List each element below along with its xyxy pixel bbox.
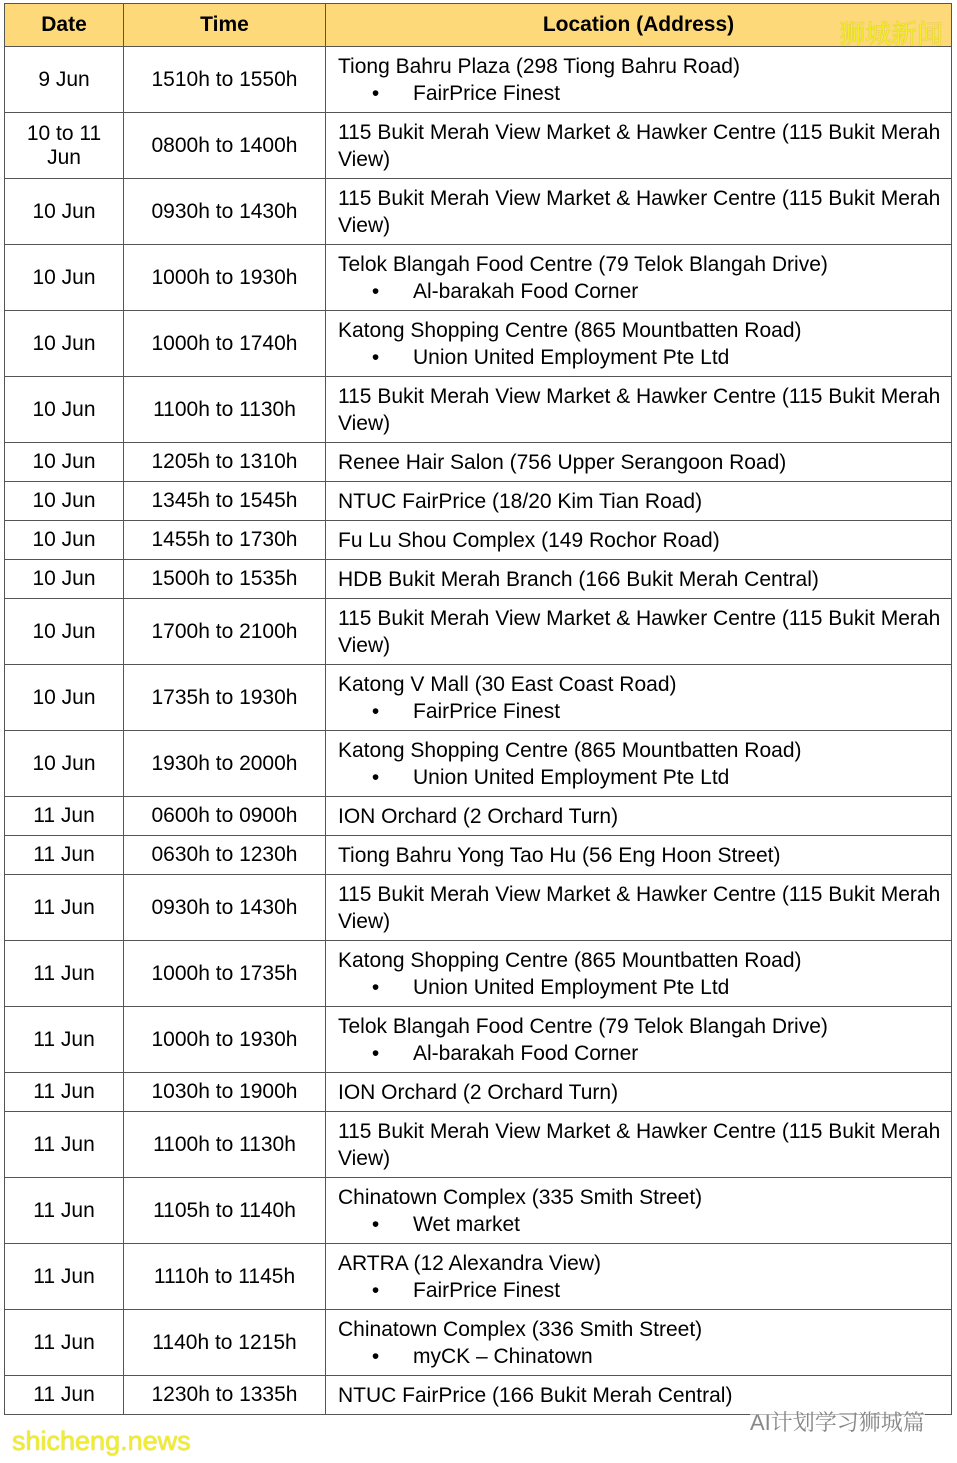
date-cell: 10 Jun — [5, 482, 124, 521]
location-cell — [326, 443, 952, 482]
time-cell: 1000h to 1735h — [124, 941, 326, 1007]
location-cell — [326, 1244, 952, 1310]
table-row — [5, 113, 952, 179]
table-row — [5, 179, 952, 245]
date-cell: 11 Jun — [5, 1073, 124, 1112]
location-address: Katong Shopping Centre (865 Mountbatten Road) — [338, 318, 802, 342]
contact-tracing-table — [4, 3, 952, 1415]
location-address: Tiong Bahru Plaza (298 Tiong Bahru Road) — [338, 54, 740, 78]
location-detail-text: Union United Employment Pte Ltd — [413, 345, 730, 369]
watermark-bottom-left: shicheng.news — [12, 1426, 191, 1456]
time-cell: 1100h to 1130h — [124, 377, 326, 443]
location-detail-text: FairPrice Finest — [413, 81, 561, 105]
date-cell: 10 Jun — [5, 377, 124, 443]
bullet-icon: • — [371, 1344, 380, 1368]
time-cell: 1000h to 1740h — [124, 311, 326, 377]
table-row — [5, 875, 952, 941]
location-detail — [338, 80, 941, 107]
location-address: Fu Lu Shou Complex (149 Rochor Road) — [338, 528, 720, 552]
location-detail-text: Union United Employment Pte Ltd — [413, 975, 730, 999]
location-cell — [326, 1310, 952, 1376]
location-detail — [338, 344, 941, 371]
location-detail-text: Wet market — [413, 1212, 520, 1236]
location-detail — [338, 1211, 941, 1238]
location-address: HDB Bukit Merah Branch (166 Bukit Merah Central) — [338, 567, 819, 591]
location-cell — [326, 836, 952, 875]
location-address: 115 Bukit Merah View Market & Hawker Centre (115 Bukit Merah View) — [338, 882, 941, 933]
location-address: ARTRA (12 Alexandra View) — [338, 1251, 602, 1275]
location-cell — [326, 560, 952, 599]
time-cell: 1230h to 1335h — [124, 1376, 326, 1415]
location-detail-text: Al-barakah Food Corner — [413, 279, 639, 303]
header-row — [5, 4, 952, 47]
date-cell: 11 Jun — [5, 836, 124, 875]
watermark-top: 狮城新闻 — [838, 19, 943, 49]
date-cell: 11 Jun — [5, 941, 124, 1007]
location-cell — [326, 245, 952, 311]
bullet-icon: • — [371, 1278, 380, 1302]
table-row — [5, 731, 952, 797]
date-cell: 10 Jun — [5, 665, 124, 731]
date-cell: 10 Jun — [5, 245, 124, 311]
table-row — [5, 482, 952, 521]
location-detail-text: FairPrice Finest — [413, 1278, 561, 1302]
location-cell — [326, 599, 952, 665]
table-row — [5, 560, 952, 599]
date-cell: 11 Jun — [5, 1244, 124, 1310]
location-cell — [326, 1112, 952, 1178]
date-cell: 10 to 11 Jun — [5, 113, 124, 179]
location-cell — [326, 1178, 952, 1244]
date-cell: 9 Jun — [5, 47, 124, 113]
location-cell — [326, 1073, 952, 1112]
location-cell — [326, 1376, 952, 1415]
location-address: Katong V Mall (30 East Coast Road) — [338, 672, 677, 696]
location-cell — [326, 482, 952, 521]
location-detail — [338, 1040, 941, 1067]
location-detail — [338, 764, 941, 791]
table-row — [5, 836, 952, 875]
location-detail — [338, 278, 941, 305]
location-address: ION Orchard (2 Orchard Turn) — [338, 804, 619, 828]
bullet-icon: • — [371, 81, 380, 105]
location-detail-text: myCK – Chinatown — [413, 1344, 593, 1368]
time-cell: 1510h to 1550h — [124, 47, 326, 113]
location-cell — [326, 113, 952, 179]
location-detail — [338, 1343, 941, 1370]
location-address: Telok Blangah Food Centre (79 Telok Blangah Drive) — [338, 1014, 828, 1038]
location-address: 115 Bukit Merah View Market & Hawker Centre (115 Bukit Merah View) — [338, 1119, 941, 1170]
table-row — [5, 1073, 952, 1112]
bullet-icon: • — [371, 975, 380, 999]
location-detail — [338, 974, 941, 1001]
date-cell: 11 Jun — [5, 1376, 124, 1415]
date-cell: 10 Jun — [5, 521, 124, 560]
location-cell — [326, 377, 952, 443]
location-address: 115 Bukit Merah View Market & Hawker Centre (115 Bukit Merah View) — [338, 120, 941, 171]
table-row — [5, 941, 952, 1007]
watermark-bottom-right: AI计划学习狮城篇 — [750, 1406, 925, 1437]
table-row — [5, 245, 952, 311]
date-cell: 10 Jun — [5, 560, 124, 599]
location-cell — [326, 47, 952, 113]
location-cell — [326, 665, 952, 731]
location-address: NTUC FairPrice (18/20 Kim Tian Road) — [338, 489, 703, 513]
location-address: ION Orchard (2 Orchard Turn) — [338, 1080, 619, 1104]
time-cell: 1140h to 1215h — [124, 1310, 326, 1376]
location-detail-text: Union United Employment Pte Ltd — [413, 765, 730, 789]
location-cell — [326, 731, 952, 797]
time-cell: 1455h to 1730h — [124, 521, 326, 560]
bullet-icon: • — [371, 279, 380, 303]
header-date: Date — [5, 4, 124, 47]
table-row — [5, 1007, 952, 1073]
time-cell: 1030h to 1900h — [124, 1073, 326, 1112]
table-row — [5, 1244, 952, 1310]
time-cell: 1500h to 1535h — [124, 560, 326, 599]
time-cell: 1735h to 1930h — [124, 665, 326, 731]
time-cell: 0930h to 1430h — [124, 179, 326, 245]
time-cell: 1100h to 1130h — [124, 1112, 326, 1178]
location-cell — [326, 797, 952, 836]
time-cell: 1000h to 1930h — [124, 1007, 326, 1073]
table-row — [5, 1112, 952, 1178]
location-detail — [338, 1277, 941, 1304]
location-address: 115 Bukit Merah View Market & Hawker Centre (115 Bukit Merah View) — [338, 606, 941, 657]
date-cell: 11 Jun — [5, 875, 124, 941]
time-cell: 1205h to 1310h — [124, 443, 326, 482]
location-address: 115 Bukit Merah View Market & Hawker Centre (115 Bukit Merah View) — [338, 384, 941, 435]
location-address: Renee Hair Salon (756 Upper Serangoon Road) — [338, 450, 787, 474]
location-cell — [326, 1007, 952, 1073]
table-row — [5, 1310, 952, 1376]
date-cell: 10 Jun — [5, 179, 124, 245]
date-cell: 10 Jun — [5, 311, 124, 377]
location-address: Katong Shopping Centre (865 Mountbatten Road) — [338, 738, 802, 762]
date-cell: 11 Jun — [5, 1178, 124, 1244]
date-cell: 11 Jun — [5, 1112, 124, 1178]
bullet-icon: • — [371, 1212, 380, 1236]
table-row — [5, 443, 952, 482]
table-row — [5, 599, 952, 665]
location-address: 115 Bukit Merah View Market & Hawker Centre (115 Bukit Merah View) — [338, 186, 941, 237]
location-cell — [326, 941, 952, 1007]
location-address: Katong Shopping Centre (865 Mountbatten Road) — [338, 948, 802, 972]
date-cell: 10 Jun — [5, 731, 124, 797]
table-row — [5, 1178, 952, 1244]
time-cell: 1700h to 2100h — [124, 599, 326, 665]
table-row — [5, 377, 952, 443]
location-cell — [326, 521, 952, 560]
time-cell: 1930h to 2000h — [124, 731, 326, 797]
time-cell: 1110h to 1145h — [124, 1244, 326, 1310]
time-cell: 0930h to 1430h — [124, 875, 326, 941]
bullet-icon: • — [371, 345, 380, 369]
location-cell — [326, 311, 952, 377]
header-time: Time — [124, 4, 326, 47]
location-detail — [338, 698, 941, 725]
location-cell — [326, 875, 952, 941]
date-cell: 11 Jun — [5, 797, 124, 836]
bullet-icon: • — [371, 765, 380, 789]
location-detail-text: FairPrice Finest — [413, 699, 561, 723]
table-row — [5, 797, 952, 836]
table-body — [5, 47, 952, 1415]
time-cell: 1000h to 1930h — [124, 245, 326, 311]
location-address: Tiong Bahru Yong Tao Hu (56 Eng Hoon Street) — [338, 843, 781, 867]
location-address: Chinatown Complex (335 Smith Street) — [338, 1185, 703, 1209]
date-cell: 11 Jun — [5, 1007, 124, 1073]
time-cell: 1105h to 1140h — [124, 1178, 326, 1244]
date-cell: 10 Jun — [5, 443, 124, 482]
table-row — [5, 311, 952, 377]
bullet-icon: • — [371, 699, 380, 723]
table-row — [5, 47, 952, 113]
location-address: NTUC FairPrice (166 Bukit Merah Central) — [338, 1383, 733, 1407]
location-detail-text: Al-barakah Food Corner — [413, 1041, 639, 1065]
bullet-icon: • — [371, 1041, 380, 1065]
time-cell: 0600h to 0900h — [124, 797, 326, 836]
time-cell: 0630h to 1230h — [124, 836, 326, 875]
location-address: Chinatown Complex (336 Smith Street) — [338, 1317, 703, 1341]
date-cell: 10 Jun — [5, 599, 124, 665]
table-row — [5, 1376, 952, 1415]
date-cell: 11 Jun — [5, 1310, 124, 1376]
location-address: Telok Blangah Food Centre (79 Telok Blangah Drive) — [338, 252, 828, 276]
table-row — [5, 521, 952, 560]
table-row — [5, 665, 952, 731]
location-cell — [326, 179, 952, 245]
header-location: Location (Address) — [326, 4, 952, 47]
time-cell: 0800h to 1400h — [124, 113, 326, 179]
time-cell: 1345h to 1545h — [124, 482, 326, 521]
